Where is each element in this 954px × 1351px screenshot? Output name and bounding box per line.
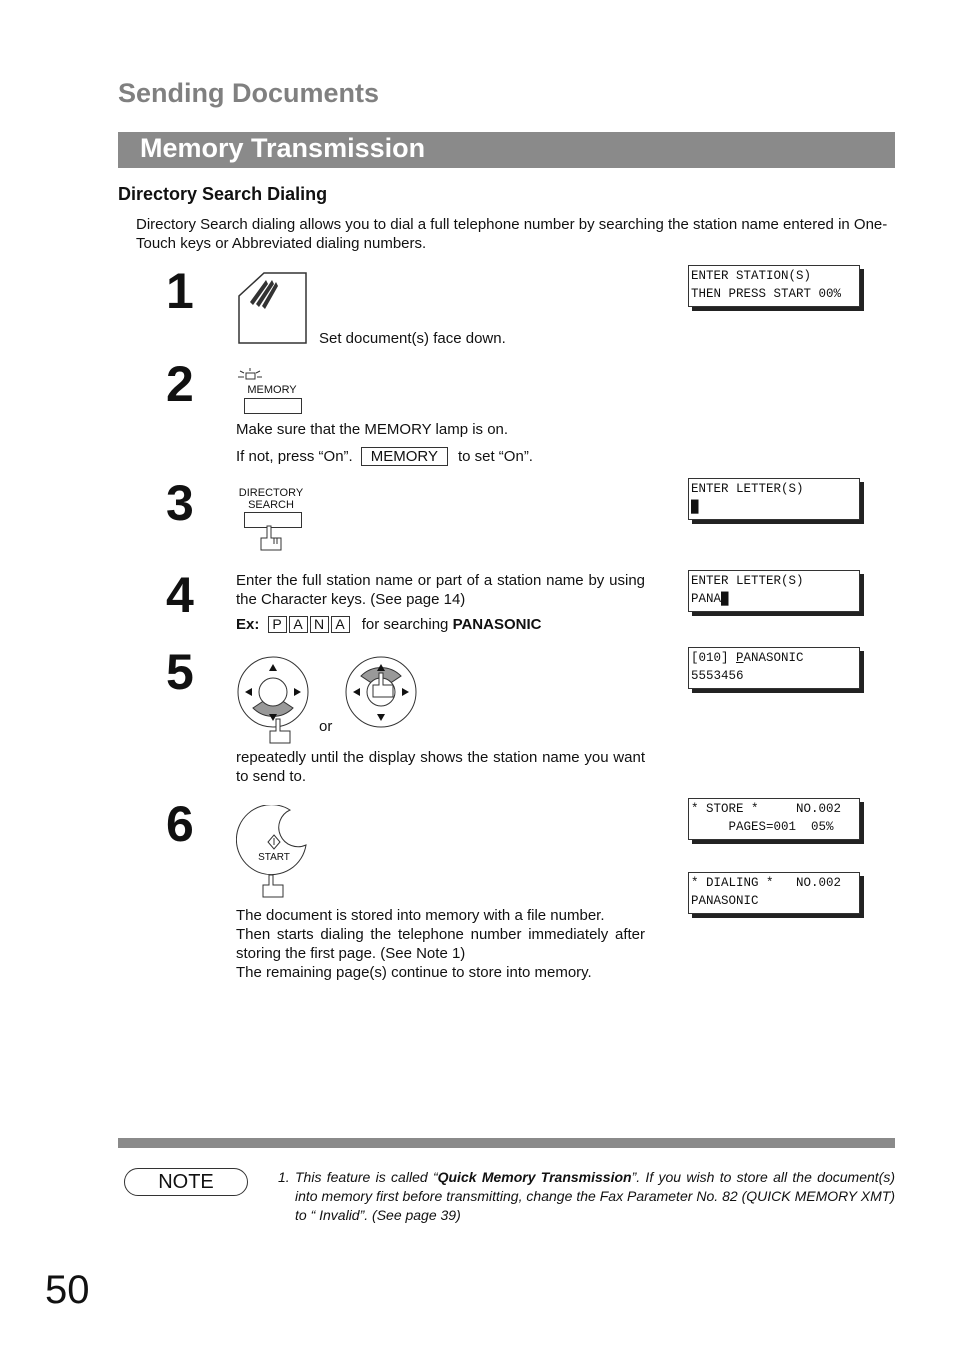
start-key-label: START <box>258 852 290 863</box>
lcd-display: * STORE * NO.002 PAGES=001 05% <box>688 798 860 840</box>
letter-key: N <box>310 616 329 633</box>
note-text: 1. This feature is called “Quick Memory Transmission”. If you wish to store all the document(s) into memory first before transmitting, change the Fax Parameter No. 82 (QUICK MEMORY XMT) to “ Invalid”. (See page 39) <box>278 1169 895 1223</box>
step2-line2: If not, press “On”. MEMORY to set “On”. <box>236 448 533 465</box>
lcd-display: [010] PANASONIC 5553456 <box>688 647 860 689</box>
banner-title: Memory Transmission <box>140 133 426 163</box>
lcd-display: ENTER LETTER(S) █ <box>688 478 860 520</box>
letter-key: A <box>289 616 308 633</box>
memory-key: MEMORY <box>361 447 448 466</box>
step-number: 5 <box>166 644 194 700</box>
navigation-down-key-icon <box>236 655 312 747</box>
lamp-icon <box>238 368 262 384</box>
lcd-display: ENTER LETTER(S) PANA█ <box>688 570 860 612</box>
step4-example: Ex: P A N A for searching PANASONIC <box>236 616 542 633</box>
banner <box>118 132 895 168</box>
step-number: 6 <box>166 796 194 852</box>
finger-press-icon <box>257 524 287 552</box>
step-number: 4 <box>166 567 194 623</box>
letter-key: P <box>268 616 287 633</box>
directory-search-label: DIRECTORY SEARCH <box>238 487 304 511</box>
or-text: or <box>319 718 333 735</box>
section-title: Sending Documents <box>118 78 380 108</box>
step5-text: repeatedly until the display shows the station name you want to send to. <box>236 749 645 785</box>
navigation-up-key-icon <box>344 655 420 731</box>
subheading: Directory Search Dialing <box>118 184 328 204</box>
step2-line1: Make sure that the MEMORY lamp is on. <box>236 421 509 438</box>
letter-key: A <box>331 616 350 633</box>
step-number: 1 <box>166 263 194 319</box>
divider-rule <box>118 1138 895 1148</box>
intro-text: Directory Search dialing allows you to dial a full telephone number by searching the station name entered in One-Touch keys or Abbreviated dialing numbers. <box>136 216 888 252</box>
step4-text: Enter the full station name or part of a station name by using the Character keys. (See page 14) <box>236 572 645 608</box>
lcd-display: ENTER STATION(S) THEN PRESS START 00% <box>688 265 860 307</box>
step-number: 2 <box>166 356 194 412</box>
page-number: 50 <box>45 1268 90 1312</box>
step6-text: The document is stored into memory with a file number. Then starts dialing the telephone number immediately after storing the first page. (See Note 1) The remaining page(s) continue to store into memory. <box>236 907 645 981</box>
step-number: 3 <box>166 475 194 531</box>
step1-text: Set document(s) face down. <box>319 330 506 347</box>
note-label: NOTE <box>124 1168 248 1196</box>
memory-button-icon <box>244 398 302 414</box>
lcd-display: * DIALING * NO.002 PANASONIC <box>688 872 860 914</box>
document-icon <box>238 272 308 344</box>
memory-key-label: MEMORY <box>247 384 297 396</box>
